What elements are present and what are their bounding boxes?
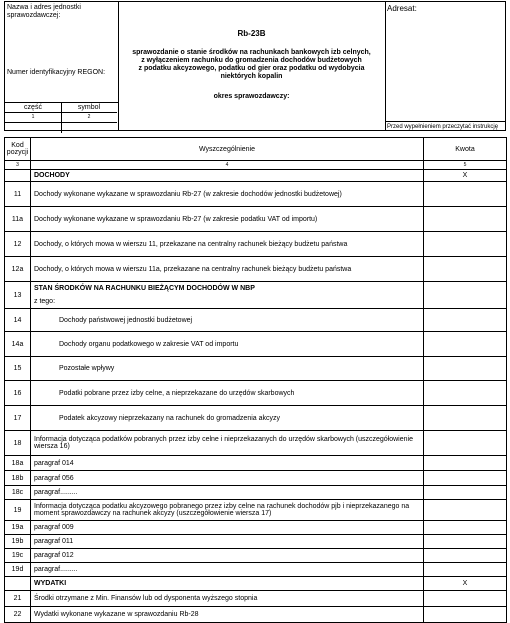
row-code: 19 bbox=[5, 500, 31, 521]
row-amount-cell[interactable] bbox=[424, 207, 507, 232]
row-description-text: Dochody wykonane wykazane w sprawozdaniu Rb-27 (w zakresie podatku VAT od importu) bbox=[34, 215, 318, 223]
row-amount-cell[interactable] bbox=[424, 607, 507, 623]
row-description-text: paragraf 014 bbox=[34, 459, 74, 467]
form-code: Rb-23B bbox=[237, 29, 266, 38]
part-value-cell[interactable] bbox=[5, 122, 62, 133]
col-header-description: Wyszczególnienie bbox=[31, 138, 424, 161]
row-amount-cell[interactable] bbox=[424, 282, 507, 309]
table-header-row bbox=[5, 138, 507, 161]
table-row bbox=[5, 456, 507, 471]
row-description-text: paragraf 009 bbox=[34, 524, 74, 531]
row-description-text: Informacja dotycząca podatku akcyzowego pobranego przez izby celne na rachunek dochodów pjb i nieprzekazanego na moment sprawozdawczy na rachunek akcyzy (uszczegółowienie wiersza 17) bbox=[34, 503, 410, 517]
row-description bbox=[31, 500, 424, 521]
table-row bbox=[5, 549, 507, 563]
row-subtext: z tego: bbox=[34, 298, 56, 305]
row-amount-cell[interactable] bbox=[424, 381, 507, 406]
row-description-text: WYDATKI bbox=[34, 580, 67, 587]
row-description bbox=[31, 521, 424, 535]
row-code: 12a bbox=[5, 257, 31, 282]
row-code: 19d bbox=[5, 563, 31, 577]
row-description-text: Wydatki wykonane wykazane w sprawozdaniu Rb-28 bbox=[34, 611, 199, 618]
row-code: 11 bbox=[5, 182, 31, 207]
row-description bbox=[31, 309, 424, 332]
row-description-text: paragraf 056 bbox=[34, 474, 74, 482]
row-description bbox=[31, 591, 424, 607]
row-amount-cell[interactable] bbox=[424, 549, 507, 563]
col-header-code: Kod pozycji bbox=[5, 138, 31, 161]
row-amount-cell[interactable] bbox=[424, 471, 507, 486]
row-code: 22 bbox=[5, 607, 31, 623]
row-amount-cell[interactable] bbox=[424, 406, 507, 431]
row-code: 11a bbox=[5, 207, 31, 232]
row-code: 19b bbox=[5, 535, 31, 549]
instruction-note: Przed wypełnieniem przeczytać instrukcję bbox=[385, 121, 505, 132]
table-row bbox=[5, 607, 507, 623]
row-amount-cell[interactable] bbox=[424, 309, 507, 332]
period-label: okres sprawozdawczy: bbox=[213, 93, 290, 100]
table-row bbox=[5, 207, 507, 232]
row-description bbox=[31, 232, 424, 257]
row-amount-cell[interactable] bbox=[424, 500, 507, 521]
row-description bbox=[31, 406, 424, 431]
row-description-text: Pozostałe wpływy bbox=[59, 365, 115, 372]
row-code: 14a bbox=[5, 332, 31, 357]
row-description bbox=[31, 257, 424, 282]
row-description bbox=[31, 170, 424, 182]
report-table bbox=[4, 137, 507, 623]
row-amount-cell[interactable] bbox=[424, 232, 507, 257]
table-row bbox=[5, 577, 507, 591]
table-row bbox=[5, 406, 507, 431]
row-description-text: Podatki pobrane przez izby celne, a nieprzekazane do urzędów skarbowych bbox=[59, 389, 295, 397]
row-code: 12 bbox=[5, 232, 31, 257]
table-row bbox=[5, 381, 507, 406]
row-description-text: Dochody organu podatkowego w zakresie VAT od importu bbox=[59, 340, 239, 348]
reporter-label: Nazwa i adres jednostki sprawozdawczej: bbox=[7, 4, 81, 19]
row-code: 15 bbox=[5, 357, 31, 381]
row-amount-cell[interactable] bbox=[424, 182, 507, 207]
row-description bbox=[31, 456, 424, 471]
col-header-amount: Kwota bbox=[424, 138, 507, 161]
col-number-5: 5 bbox=[424, 161, 507, 170]
symbol-label: symbol bbox=[77, 104, 101, 111]
table-row bbox=[5, 471, 507, 486]
row-code: 13 bbox=[5, 282, 31, 309]
row-code: 19a bbox=[5, 521, 31, 535]
row-description-text: Dochody, o których mowa w wierszu 11, przekazane na centralny rachunek bieżący budżetu państwa bbox=[34, 240, 348, 248]
addressee-label: Adresat: bbox=[387, 4, 417, 13]
row-code bbox=[5, 170, 31, 182]
row-description-text: paragraf 012 bbox=[34, 552, 74, 559]
title-line-4: niektórych kopalin bbox=[220, 73, 283, 80]
row-amount-cell[interactable] bbox=[424, 486, 507, 500]
row-description-text: DOCHODY bbox=[34, 172, 70, 179]
row-amount-cell[interactable] bbox=[424, 332, 507, 357]
row-code: 18c bbox=[5, 486, 31, 500]
title-line-2: z wyłączeniem rachunku do gromadzenia dochodów budżetowych bbox=[141, 57, 362, 64]
row-amount-cell[interactable] bbox=[424, 521, 507, 535]
row-description-text: Dochody państwowej jednostki budżetowej bbox=[59, 316, 193, 324]
table-row bbox=[5, 591, 507, 607]
row-description-text: Dochody wykonane wykazane w sprawozdaniu Rb-27 (w zakresie dochodów jednostki budżetowej) bbox=[34, 190, 342, 198]
row-code: 21 bbox=[5, 591, 31, 607]
row-description bbox=[31, 332, 424, 357]
table-row bbox=[5, 486, 507, 500]
row-description bbox=[31, 182, 424, 207]
title-line-1: sprawozdanie o stanie środków na rachunkach bankowych izb celnych, bbox=[132, 49, 371, 56]
row-code: 16 bbox=[5, 381, 31, 406]
row-description-text: paragraf......... bbox=[34, 566, 78, 573]
col-number-4: 4 bbox=[31, 161, 424, 170]
col-number-3: 3 bbox=[5, 161, 31, 170]
row-description bbox=[31, 431, 424, 456]
form-header bbox=[4, 1, 506, 131]
row-code: 19c bbox=[5, 549, 31, 563]
row-description bbox=[31, 577, 424, 591]
row-description-text: paragraf......... bbox=[34, 489, 78, 496]
addressee-section bbox=[385, 2, 505, 130]
table-row bbox=[5, 282, 507, 309]
row-description bbox=[31, 381, 424, 406]
table-row bbox=[5, 357, 507, 381]
reporter-section bbox=[5, 2, 119, 130]
row-amount-cell[interactable] bbox=[424, 431, 507, 456]
row-description bbox=[31, 607, 424, 623]
row-description-text: Środki otrzymane z Min. Finansów lub od dysponenta wyższego stopnia bbox=[34, 595, 258, 602]
symbol-number: 2 bbox=[61, 112, 117, 122]
row-code: 17 bbox=[5, 406, 31, 431]
part-label: część bbox=[5, 103, 62, 112]
part-symbol-box bbox=[5, 102, 118, 132]
row-description-text: STAN ŚRODKÓW NA RACHUNKU BIEŻĄCYM DOCHODÓW W NBP bbox=[34, 285, 255, 292]
row-description-text: Podatek akcyzowy nieprzekazany na rachunek do gromadzenia akcyzy bbox=[59, 414, 281, 422]
column-number-row bbox=[5, 161, 507, 170]
row-amount-cell: X bbox=[424, 577, 507, 591]
row-description bbox=[31, 357, 424, 381]
row-amount-cell[interactable] bbox=[424, 456, 507, 471]
symbol-value-cell[interactable] bbox=[61, 122, 117, 133]
row-description-text: Informacja dotycząca podatków pobranych przez izby celne i nieprzekazanych do urzędów skarbowych (uszczegółowienie wiersza 16) bbox=[34, 436, 413, 450]
row-description bbox=[31, 282, 424, 309]
row-description bbox=[31, 549, 424, 563]
part-number: 1 bbox=[5, 112, 62, 122]
title-line-3: z podatku akcyzowego, podatku od gier oraz podatku od wydobycia bbox=[138, 65, 365, 72]
row-amount-cell[interactable] bbox=[424, 591, 507, 607]
row-amount-cell: X bbox=[424, 170, 507, 182]
row-code: 18a bbox=[5, 456, 31, 471]
table-row bbox=[5, 563, 507, 577]
table-row bbox=[5, 535, 507, 549]
row-description bbox=[31, 535, 424, 549]
row-amount-cell[interactable] bbox=[424, 357, 507, 381]
table-row bbox=[5, 170, 507, 182]
table-row bbox=[5, 257, 507, 282]
table-row bbox=[5, 521, 507, 535]
row-code: 18 bbox=[5, 431, 31, 456]
row-code: 14 bbox=[5, 309, 31, 332]
table-row bbox=[5, 431, 507, 456]
table-row bbox=[5, 332, 507, 357]
table-row bbox=[5, 182, 507, 207]
row-amount-cell[interactable] bbox=[424, 535, 507, 549]
regon-label: Numer identyfikacyjny REGON: bbox=[7, 69, 106, 76]
table-row bbox=[5, 500, 507, 521]
title-section bbox=[118, 2, 386, 130]
row-description bbox=[31, 563, 424, 577]
row-description-text: paragraf 011 bbox=[34, 538, 74, 545]
row-code: 18b bbox=[5, 471, 31, 486]
table-row bbox=[5, 232, 507, 257]
row-description bbox=[31, 471, 424, 486]
row-amount-cell[interactable] bbox=[424, 563, 507, 577]
row-description bbox=[31, 207, 424, 232]
row-amount-cell[interactable] bbox=[424, 257, 507, 282]
row-code bbox=[5, 577, 31, 591]
row-description-text: Dochody, o których mowa w wierszu 11a, przekazane na centralny rachunek bieżący budżetu państwa bbox=[34, 265, 352, 273]
row-description bbox=[31, 486, 424, 500]
table-row bbox=[5, 309, 507, 332]
